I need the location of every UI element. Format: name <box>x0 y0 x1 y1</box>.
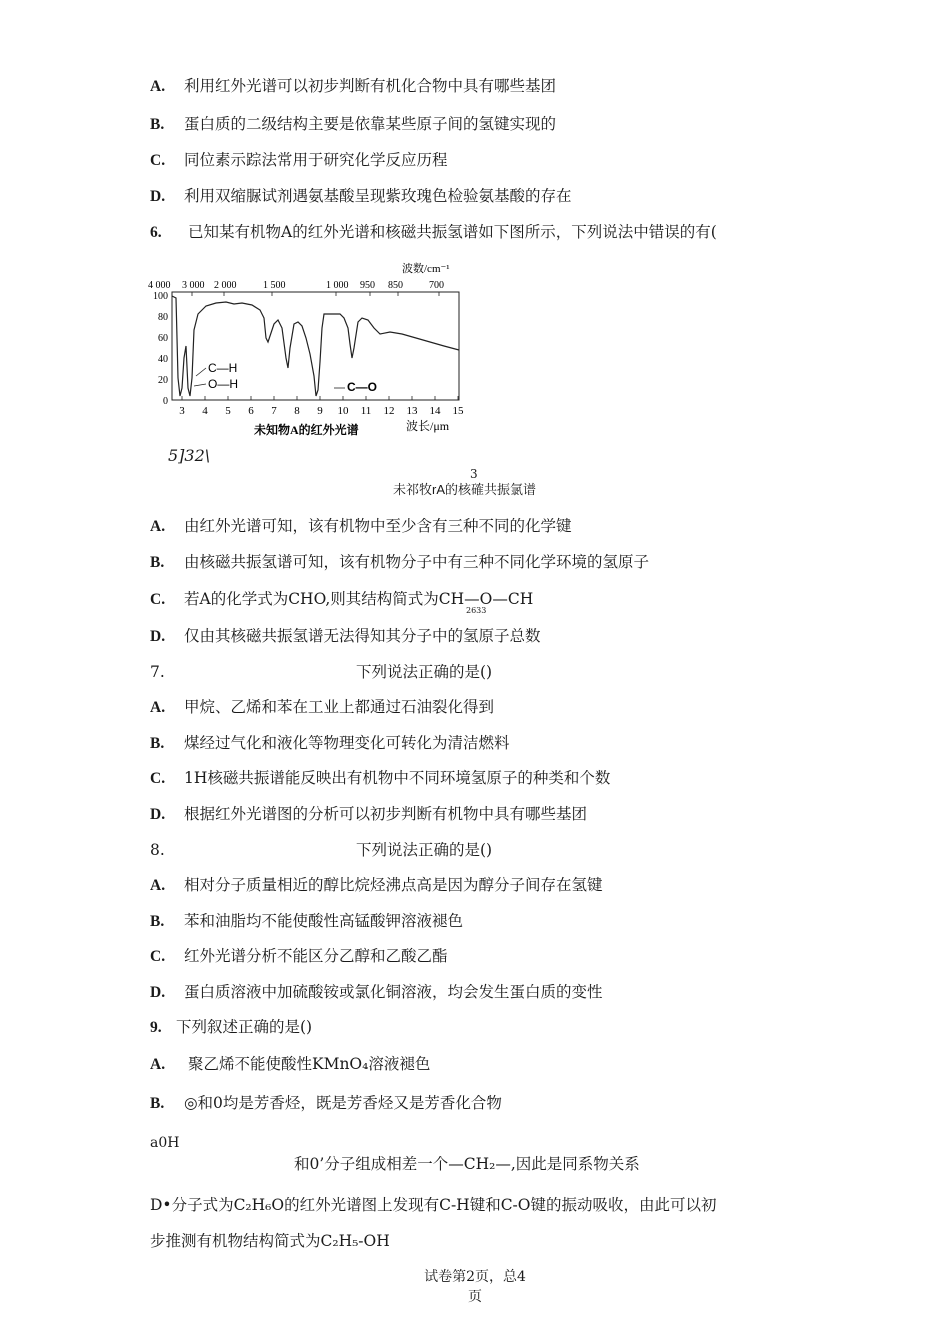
option-text: 相对分子质量相近的醇比烷烃沸点高是因为醇分子间存在氢键 <box>184 876 603 894</box>
x-tick: 10 <box>337 405 349 417</box>
q7-number: 7. <box>150 663 165 681</box>
y-ticks <box>153 291 168 407</box>
q5-option-b <box>150 114 556 135</box>
nmr-number: 3 <box>470 467 478 481</box>
option-label: B. <box>150 554 165 571</box>
x-ticks <box>179 405 464 417</box>
x-tick: 13 <box>406 405 418 417</box>
nmr-caption: 未祁牧rA的核確共振氯谱 <box>393 482 537 497</box>
top-tick: 4 000 <box>148 280 171 291</box>
q7-option-a <box>150 697 494 718</box>
question-number: 6. <box>150 224 162 241</box>
option-label: C. <box>150 770 166 787</box>
y-tick: 40 <box>158 354 168 365</box>
top-tick: 2 000 <box>214 280 237 291</box>
q5-option-c <box>150 150 448 171</box>
option-label: B. <box>150 913 165 930</box>
q8-option-b <box>150 911 463 932</box>
y-tick: 100 <box>153 291 168 302</box>
q7-option-c <box>150 768 610 789</box>
x-tick: 11 <box>360 405 372 417</box>
option-text: 利用双缩脲试剂遇氨基酸呈现紫玫瑰色检验氨基酸的存在 <box>184 187 572 205</box>
top-tick: 1 500 <box>263 280 286 291</box>
option-text: 利用红外光谱可以初步判断有机化合物中具有哪些基团 <box>184 77 557 95</box>
q7-stem: 下列说法正确的是() <box>356 663 493 681</box>
top-tick: 3 000 <box>182 280 205 291</box>
option-label: C. <box>150 948 166 965</box>
option-label: B. <box>150 116 165 133</box>
option-text: ◎和0均是芳香烃，既是芳香烃又是芳香化合物 <box>184 1094 502 1112</box>
q9-option-a <box>150 1054 430 1075</box>
option-text: 红外光谱分析不能区分乙醇和乙酸乙酯 <box>184 947 448 965</box>
option-label: A. <box>150 699 166 716</box>
x-tick: 15 <box>452 405 464 417</box>
option-text: 蛋白质的二级结构主要是依靠某些原子间的氢键实现的 <box>184 115 557 133</box>
option-text: 煤经过气化和液化等物理变化可转化为清洁燃料 <box>184 734 510 752</box>
ir-caption: 未知物A的红外光谱 <box>254 423 359 437</box>
x-tick: 7 <box>271 405 277 417</box>
top-tick: 700 <box>429 280 444 291</box>
ir-spectrum-figure <box>140 258 470 458</box>
formula-subscript: 2633 <box>466 606 487 615</box>
y-tick: 20 <box>158 375 168 386</box>
q9-stem <box>150 1017 312 1038</box>
option-label: B. <box>150 1095 165 1112</box>
option-label: C. <box>150 152 166 169</box>
q9-option-d-line1: D•分子式为C₂H₆O的红外光谱图上发现有C-H键和C-O键的振动吸收，由此可以初 <box>150 1196 717 1214</box>
option-text: 同位素示踪法常用于研究化学反应历程 <box>184 151 448 169</box>
option-label: D. <box>150 806 166 823</box>
q8-option-d <box>150 982 603 1003</box>
x-tick: 4 <box>202 405 208 417</box>
option-text: 若A的化学式为CHO,则其结构简式为CH—O—CH <box>184 590 534 608</box>
q8-stem: 下列说法正确的是() <box>356 841 493 859</box>
annotation-oh: O—H <box>208 377 238 391</box>
option-label: D. <box>150 628 166 645</box>
q9-option-b <box>150 1093 502 1114</box>
option-text: 仅由其核磁共振氢谱无法得知其分子中的氢原子总数 <box>184 627 541 645</box>
top-tick: 950 <box>360 280 375 291</box>
x-tick: 12 <box>383 405 395 417</box>
option-label: A. <box>150 518 166 535</box>
annotation-co: C—O <box>347 380 377 394</box>
q8-number: 8. <box>150 841 165 859</box>
option-text: 苯和油脂均不能使酸性高锰酸钾溶液褪色 <box>184 912 464 930</box>
option-label: D. <box>150 984 166 1001</box>
ir-spectrum-svg <box>140 258 470 458</box>
page-footer-line2: 页 <box>468 1289 482 1305</box>
top-axis-label: 波数/cm⁻¹ <box>402 263 450 275</box>
option-label: A. <box>150 877 166 894</box>
q7-option-d <box>150 804 587 825</box>
option-label: A. <box>150 78 166 95</box>
question-text: 下列叙述正确的是() <box>176 1018 313 1036</box>
annotation-ch: C—H <box>208 361 238 375</box>
x-tick: 8 <box>294 405 300 417</box>
y-tick: 60 <box>158 333 168 344</box>
option-text: 由核磁共振氢谱可知，该有机物分子中有三种不同化学环境的氢原子 <box>184 553 650 571</box>
q5-option-a <box>150 76 556 97</box>
q9-option-d-line2: 步推测有机物结构简式为C₂H₅-OH <box>150 1232 390 1250</box>
q6-option-d <box>150 626 541 647</box>
x-tick: 3 <box>179 405 185 417</box>
q6-option-a <box>150 516 572 537</box>
q6-stem <box>150 222 717 243</box>
option-label: B. <box>150 735 165 752</box>
q5-option-d <box>150 186 572 207</box>
option-text: 甲烷、乙烯和苯在工业上都通过石油裂化得到 <box>184 698 495 716</box>
x-tick: 9 <box>317 405 323 417</box>
x-tick: 5 <box>225 405 231 417</box>
q6-option-b <box>150 552 649 573</box>
x-tick: 14 <box>429 405 441 417</box>
top-tick: 850 <box>388 280 403 291</box>
question-number: 9. <box>150 1019 162 1036</box>
top-ticks <box>148 280 444 291</box>
top-tick: 1 000 <box>326 280 349 291</box>
option-label: D. <box>150 188 166 205</box>
x-axis-label: 波长/μm <box>406 419 450 433</box>
q9-aoh-text: a0H <box>150 1135 180 1151</box>
option-text: 根据红外光谱图的分析可以初步判断有机物中具有哪些基团 <box>184 805 588 823</box>
q8-option-c <box>150 946 448 967</box>
x-tick: 6 <box>248 405 254 417</box>
option-text: 聚乙烯不能使酸性KMnO₄溶液褪色 <box>188 1055 431 1073</box>
page-footer-line1: 试卷第2页，总4 <box>424 1269 526 1285</box>
y-tick: 80 <box>158 312 168 323</box>
nmr-garbled-text: 5]32\ <box>168 446 211 465</box>
option-text: 由红外光谱可知，该有机物中至少含有三种不同的化学键 <box>184 517 572 535</box>
q9-option-c-text: 和0’分子组成相差一个—CH₂—,因此是同系物关系 <box>294 1155 640 1173</box>
option-text: 1H核磁共振谱能反映出有机物中不同环境氢原子的种类和个数 <box>184 769 611 787</box>
question-text: 已知某有机物A的红外光谱和核磁共振氢谱如下图所示，下列说法中错误的有( <box>188 223 717 241</box>
q7-option-b <box>150 733 510 754</box>
q8-option-a <box>150 875 603 896</box>
option-label: C. <box>150 591 166 608</box>
y-tick: 0 <box>163 396 168 407</box>
option-text: 蛋白质溶液中加硫酸铵或氯化铜溶液，均会发生蛋白质的变性 <box>184 983 603 1001</box>
option-label: A. <box>150 1056 166 1073</box>
